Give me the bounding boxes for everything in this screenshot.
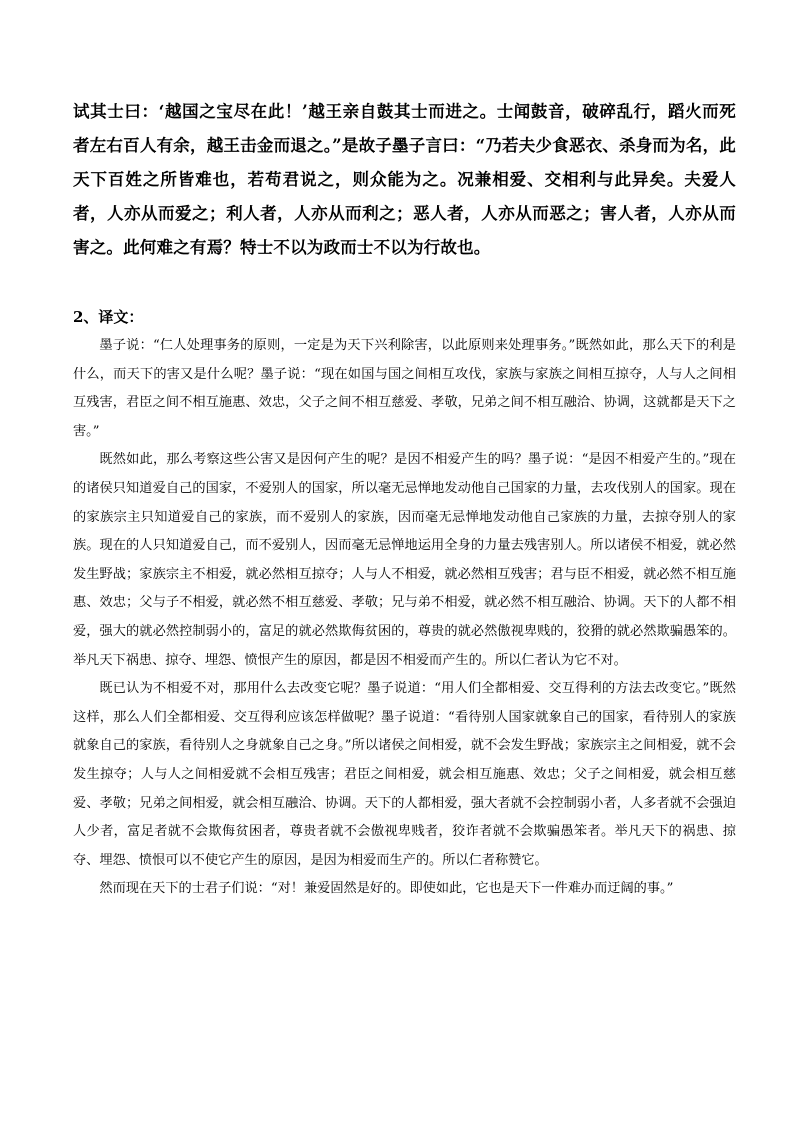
translation-body bbox=[73, 332, 736, 904]
original-text-paragraph: 试其士曰：‘越国之宝尽在此！’越王亲自鼓其士而进之。士闻鼓音，破碎乱行，蹈火而死者左右百人有余，越王击金而退之。”是故子墨子言曰：“乃若夫少食恶衣、杀身而为名，此天下百姓之所皆难也，若苟君说之，则众能为之。况兼相爱、交相利与此异矣。夫爱人者，人亦从而爱之；利人者，人亦从而利之；恶人者，人亦从而恶之；害人者，人亦从而害之。此何难之有焉？特士不以为政而士不以为行故也。 bbox=[73, 102, 736, 257]
translation-paragraph-4: 然而现在天下的士君子们说：“对！兼爱固然是好的。即使如此，它也是天下一件难办而迂阔的事。” bbox=[99, 881, 674, 897]
translation-heading: 2、译文： bbox=[73, 308, 144, 326]
translation-paragraph-2: 既然如此，那么考察这些公害又是因何产生的呢？是因不相爱产生的吗？墨子说：“是因不相爱产生的。”现在的诸侯只知道爱自己的国家，不爱别人的国家，所以毫无忌惮地发动他自己国家的力量，去攻伐别人的国家。现在的家族宗主只知道爱自己的家族，而不爱别人的家族，因而毫无忌惮地发动他自己家族的力量，去掠夺别人的家族。现在的人只知道爱自己，而不爱别人，因而毫无忌惮地运用全身的力量去残害别人。所以诸侯不相爱，就必然发生野战；家族宗主不相爱，就必然相互掠夺；人与人不相爱，就必然相互残害；君与臣不相爱，就必然不相互施惠、效忠；父与子不相爱，就必然不相互慈爱、孝敬；兄与弟不相爱，就必然不相互融洽、协调。天下的人都不相爱，强大的就必然控制弱小的，富足的就必然欺侮贫困的，尊贵的就必然傲视卑贱的，狡猾的就必然欺骗愚笨的。举凡天下祸患、掠夺、埋怨、愤恨产生的原因，都是因不相爱而产生的。所以仁者认为它不对。 bbox=[73, 452, 736, 668]
translation-paragraph-1: 墨子说：“仁人处理事务的原则，一定是为天下兴利除害，以此原则来处理事务。”既然如此，那么天下的利是什么，而天下的害又是什么呢？墨子说：“现在如国与国之间相互攻伐，家族与家族之间相互掠夺，人与人之间相互残害，君臣之间不相互施惠、效忠，父子之间不相互慈爱、孝敬，兄弟之间不相互融洽、协调，这就都是天下之害。” bbox=[73, 338, 736, 439]
translation-paragraph-3: 既已认为不相爱不对，那用什么去改变它呢？墨子说道：“用人们全都相爱、交互得利的方法去改变它。”既然这样，那么人们全都相爱、交互得利应该怎样做呢？墨子说道：“看待别人国家就象自己的国家，看待别人的家族就象自己的家族，看待别人之身就象自己之身。”所以诸侯之间相爱，就不会发生野战；家族宗主之间相爱，就不会发生掠夺；人与人之间相爱就不会相互残害；君臣之间相爱，就会相互施惠、效忠；父子之间相爱，就会相互慈爱、孝敬；兄弟之间相爱，就会相互融洽、协调。天下的人都相爱，强大者就不会控制弱小者，人多者就不会强迫人少者，富足者就不会欺侮贫困者，尊贵者就不会傲视卑贱者，狡诈者就不会欺骗愚笨者。举凡天下的祸患、掠夺、埋怨、愤恨可以不使它产生的原因，是因为相爱而生产的。所以仁者称赞它。 bbox=[73, 681, 736, 868]
